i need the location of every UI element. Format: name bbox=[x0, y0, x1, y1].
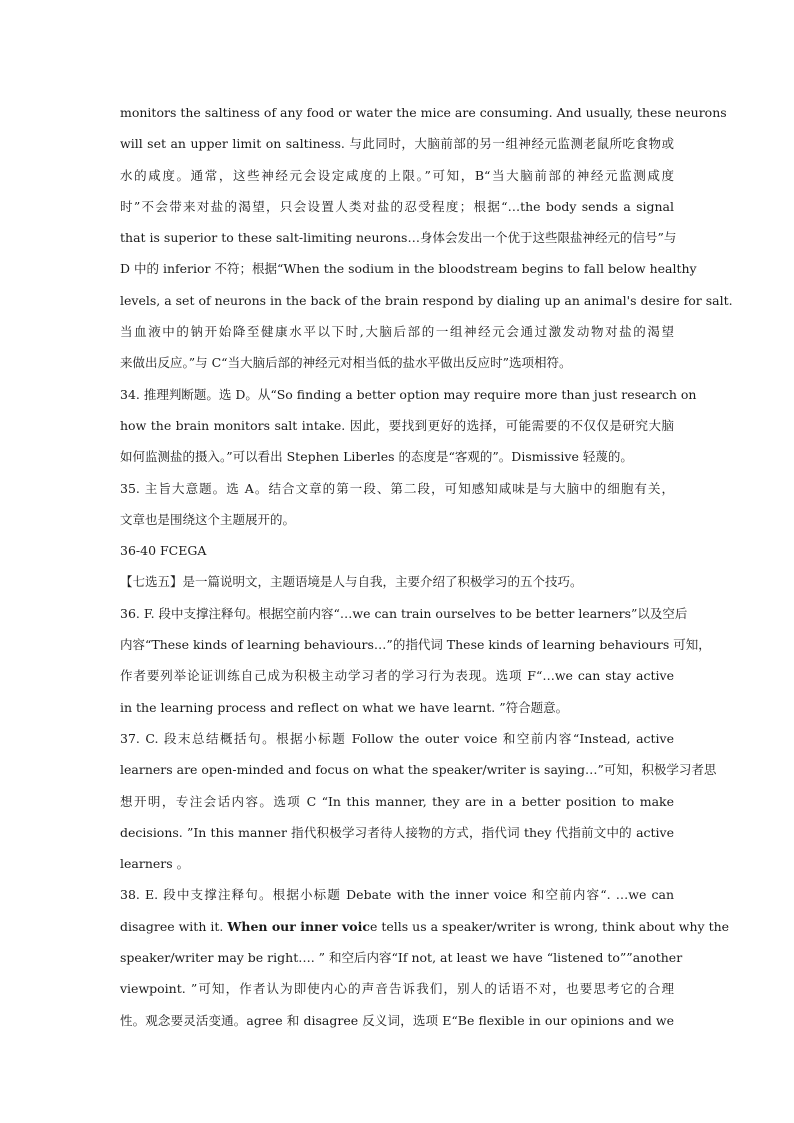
text-line: 水的咸度。通常，这些神经元会设定咸度的上限。”可知，B“当大脑前部的神经元监测咸度 bbox=[120, 167, 674, 183]
text-line: 来做出反应。”与 C“当大脑后部的神经元对相当低的盐水平做出反应时”选项相符。 bbox=[120, 355, 572, 371]
text-line: 作者要列举论证训练自己成为积极主动学习者的学习行为表现。选项 F“…we can stay active bbox=[120, 668, 674, 684]
text-line: will set an upper limit on saltiness. 与此同时，大脑前部的另一组神经元监测老鼠所吃食物或 bbox=[120, 136, 674, 152]
text-line: learners are open-minded and focus on what the speaker/writer is saying…”可知，积极学习者思 bbox=[120, 762, 717, 778]
answer-34-line: 34. 推理判断题。选 D。从“So finding a better option may require more than just research on bbox=[120, 386, 697, 402]
text-line: 文章也是围绕这个主题展开的。 bbox=[120, 511, 296, 527]
text-line: levels, a set of neurons in the back of the brain respond by dialing up an animal's desire for salt. bbox=[120, 292, 733, 308]
text-line: 如何监测盐的摄入。”可以看出 Stephen Liberles 的态度是“客观的”。Dismissive 轻蔑的。 bbox=[120, 449, 633, 465]
bold-text-segment: When our inner voic bbox=[227, 918, 370, 934]
text-line: how the brain monitors salt intake. 因此，要找到更好的选择，可能需要的不仅仅是研究大脑 bbox=[120, 417, 674, 433]
section-intro: 【七选五】是一篇说明文，主题语境是人与自我，主要介绍了积极学习的五个技巧。 bbox=[120, 574, 583, 590]
text-line: 想开明，专注会话内容。选项 C “In this manner, they are in a better position to make bbox=[120, 793, 674, 809]
answer-36-line: 36. F. 段中支撑注释句。根据空前内容“…we can train ourselves to be better learners”以及空后 bbox=[120, 605, 688, 621]
answer-37-line: 37. C. 段末总结概括句。根据小标题 Follow the outer voice 和空前内容“Instead, active bbox=[120, 730, 674, 746]
text-line: monitors the saltiness of any food or water the mice are consuming. And usually, these neurons bbox=[120, 105, 727, 120]
text-segment: disagree with it. bbox=[120, 918, 228, 934]
text-line: in the learning process and reflect on what we have learnt. ”符合题意。 bbox=[120, 699, 569, 715]
answer-38-line: 38. E. 段中支撑注释句。根据小标题 Debate with the inner voice 和空前内容“. …we can bbox=[120, 887, 674, 903]
text-line: 内容“These kinds of learning behaviours…”的指代词 These kinds of learning behaviours 可知， bbox=[120, 637, 711, 653]
text-line: 性。观念要灵活变通。agree 和 disagree 反义词，选项 E“Be flexible in our opinions and we bbox=[120, 1012, 674, 1028]
text-line: 时”不会带来对盐的渴望，只会设置人类对盐的忍受程度；根据“…the body sends a signal bbox=[120, 198, 674, 214]
answer-35-line: 35. 主旨大意题。选 A。结合文章的第一段、第二段，可知感知咸味是与大脑中的细胞有关， bbox=[120, 480, 674, 496]
text-line: that is superior to these salt-limiting neurons…身体会发出一个优于这些限盐神经元的信号”与 bbox=[120, 230, 677, 246]
text-line: decisions. ”In this manner 指代积极学习者待人接物的方式，指代词 they 代指前文中的 active bbox=[120, 824, 674, 840]
text-line: viewpoint. ”可知，作者认为即使内心的声音告诉我们，别人的话语不对，也要思考它的合理 bbox=[120, 981, 674, 997]
text-line: D 中的 inferior 不符；根据“When the sodium in the bloodstream begins to fall below healthy bbox=[120, 261, 697, 277]
text-segment: e tells us a speaker/writer is wrong, think about why the bbox=[370, 918, 730, 934]
text-line: speaker/writer may be right…. ” 和空后内容“If not, at least we have “listened to””another bbox=[120, 950, 683, 966]
text-line: learners 。 bbox=[120, 856, 190, 872]
answer-key-36-40: 36-40 FCEGA bbox=[120, 543, 207, 559]
document-page bbox=[120, 97, 733, 1036]
text-line bbox=[120, 911, 730, 942]
text-line: 当血液中的钠开始降至健康水平以下时,大脑后部的一组神经元会通过激发动物对盐的渴望 bbox=[120, 324, 674, 340]
